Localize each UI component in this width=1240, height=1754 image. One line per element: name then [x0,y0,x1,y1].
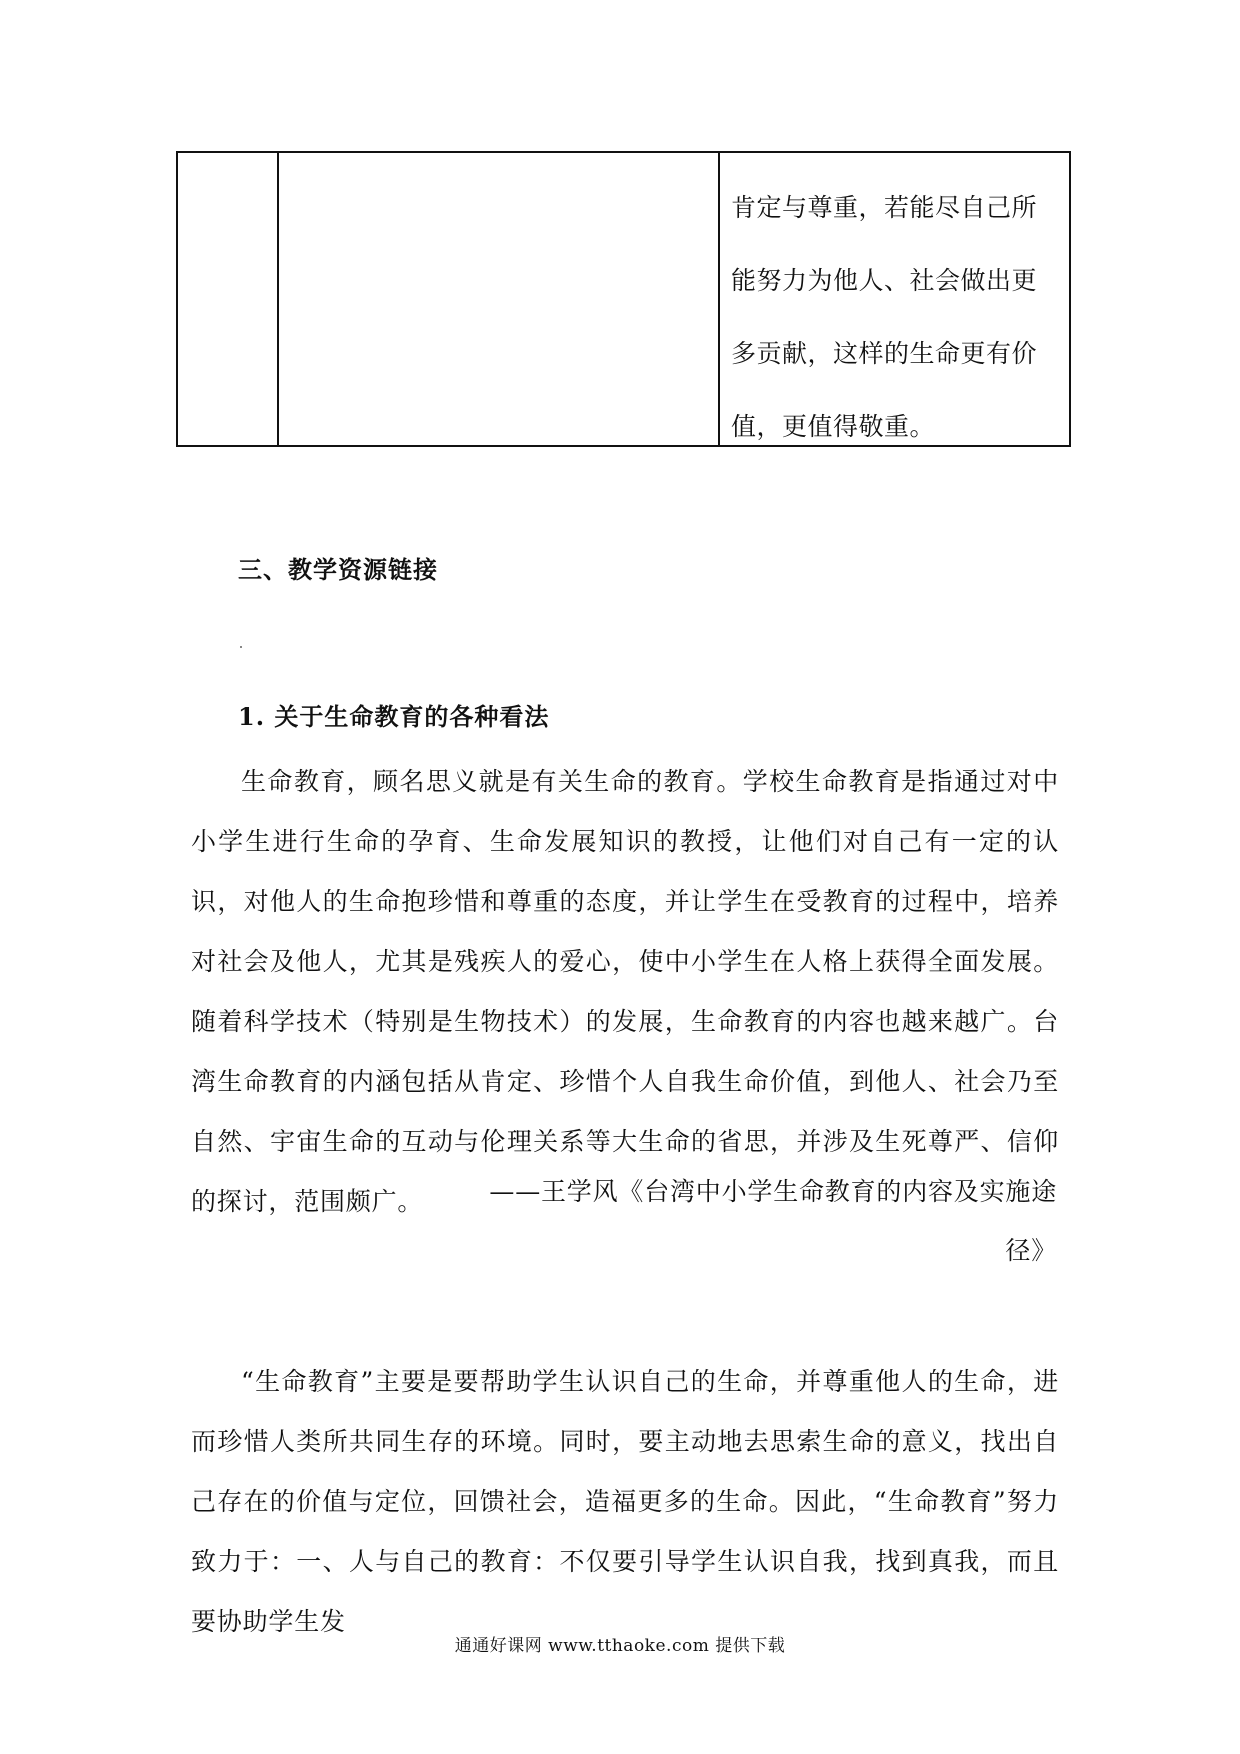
body-paragraph: 生命教育，顾名思义就是有关生命的教育。学校生命教育是指通过对中小学生进行生命的孕育、生命发展知识的教授，让他们对自己有一定的认识，对他人的生命抱珍惜和尊重的态度，并让学生在受教育的过程中，培养对社会及他人，尤其是残疾人的爱心，使中小学生在人格上获得全面发展。随着科学技术（特别是生物技术）的发展，生命教育的内容也越来越广。台湾生命教育的内涵包括从肯定、珍惜个人自我生命价值，到他人、社会乃至自然、宇宙生命的互动与伦理关系等大生命的省思，并涉及生死尊严、信仰的探讨，范围颇广。 [191,767,1059,1216]
section-heading: 三、教学资源链接 [238,555,438,584]
body-paragraph: “生命教育”主要是要帮助学生认识自己的生命，并尊重他人的生命，进而珍惜人类所共同生存的环境。同时，要主动地去思索生命的意义，找出自己存在的价值与定位，回馈社会，造福更多的生命。因此，“生命教育”努力致力于：一、人与自己的教育：不仅要引导学生认识自我，找到真我，而且要协助学生发 [191,1367,1059,1636]
table-column-divider [718,153,720,445]
content-table [176,151,1071,447]
page-footer: 通通好课网 www.tthaoke.com 提供下载 [454,1636,786,1656]
table-cell-text: 肯定与尊重，若能尽自己所能努力为他人、社会做出更多贡献，这样的生命更有价值，更值得敬重。 [731,193,1038,441]
subsection-heading: 1. 关于生命教育的各种看法 [238,702,550,731]
table-column-divider [277,153,279,445]
attribution-line: 径》 [1005,1236,1057,1265]
attribution-line: ——王学风《台湾中小学生命教育的内容及实施途 [489,1177,1057,1206]
stray-mark [240,646,242,648]
